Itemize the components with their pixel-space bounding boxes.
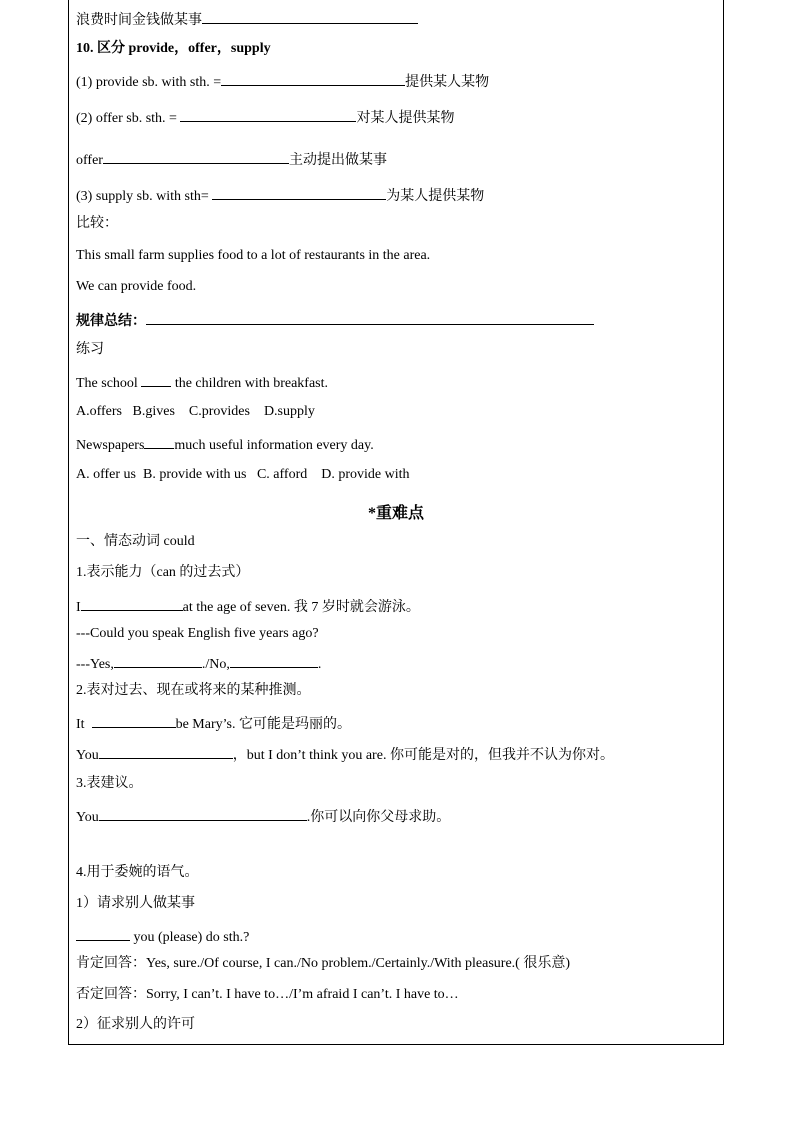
line-compare (76, 215, 118, 233)
text: A. offer us B. provide with us C. afford D. provide with (76, 467, 410, 482)
text: This small farm supplies food to a lot of restaurants in the area. (76, 248, 431, 263)
line-marys-example (76, 713, 351, 734)
text: . (317, 657, 322, 672)
line-swim-example (76, 596, 420, 617)
answer-blank[interactable] (202, 9, 418, 24)
text: It (76, 717, 85, 732)
text: 2）征求别人的许可 (76, 1017, 195, 1032)
text: ---Yes, (76, 657, 114, 672)
text: 提供某人某物 (405, 75, 490, 90)
answer-blank[interactable] (180, 107, 356, 122)
text: A.offers B.gives C.provides D.supply (76, 404, 315, 419)
text: much useful information every day. (174, 438, 374, 453)
line-question-english (76, 625, 319, 643)
line-waste-time (76, 9, 418, 30)
line-suggestion (76, 775, 143, 793)
line-ability (76, 564, 249, 582)
exercise-question-2 (76, 434, 374, 455)
line-positive-answers (76, 955, 570, 973)
text: (1) provide sb. with sth. = (76, 75, 222, 90)
example-sentence-2 (76, 278, 196, 296)
text: 对某人提供某物 (356, 111, 455, 126)
answer-blank[interactable] (230, 653, 318, 668)
line-answer-yes-no (76, 653, 321, 674)
line-polite-tone (76, 864, 199, 882)
answer-blank[interactable] (221, 71, 405, 86)
line-negative-answers (76, 986, 459, 1004)
text: (3) supply sb. with sth= (76, 189, 209, 204)
text: ，but I don’t think you are. 你可能是对的，但我并不认为你对。 (232, 748, 614, 763)
text: at the age of seven. 我 7 岁时就会游泳。 (182, 600, 420, 615)
section-title-key-points: *重难点 (367, 505, 424, 522)
answer-blank[interactable] (99, 744, 233, 759)
line-ask-permission (76, 1016, 195, 1034)
text: 浪费时间金钱做某事 (76, 13, 202, 28)
text: 1.表示能力（can 的过去式） (76, 565, 250, 580)
line-supply (76, 185, 484, 206)
text: Newspapers (76, 438, 145, 453)
line-you-right-example (76, 744, 614, 765)
answer-blank[interactable] (146, 310, 594, 325)
text: 1）请求别人做某事 (76, 896, 195, 911)
answer-blank[interactable] (144, 434, 174, 449)
text: 10. 区分 provide，offer，supply (76, 41, 271, 56)
text: 为某人提供某物 (386, 189, 485, 204)
answer-blank[interactable] (81, 596, 183, 611)
example-sentence-1 (76, 247, 430, 265)
text: ---Could you speak English five years ago? (76, 626, 319, 641)
line-offer (76, 107, 454, 128)
text: the children with breakfast. (174, 376, 328, 391)
line-exercise (76, 341, 104, 359)
text: 3.表建议。 (76, 776, 143, 791)
text: 主动提出做某事 (288, 153, 387, 168)
text: (2) offer sb. sth. = (76, 111, 177, 126)
exercise-options-2 (76, 466, 410, 484)
answer-blank[interactable] (103, 149, 289, 164)
text: be Mary’s. 它可能是玛丽的。 (175, 717, 351, 732)
line-ask-parents-example (76, 806, 450, 827)
text: 4.用于委婉的语气。 (76, 865, 199, 880)
line-request (76, 895, 195, 913)
line-offer-to-do (76, 149, 387, 170)
line-speculation (76, 682, 311, 700)
answer-blank[interactable] (76, 926, 130, 941)
text: 2.表对过去、现在或将来的某种推测。 (76, 683, 311, 698)
answer-blank[interactable] (99, 806, 307, 821)
text: I (76, 600, 81, 615)
text: offer (76, 153, 103, 168)
text: 比较： (76, 216, 118, 231)
text: you (please) do sth.? (130, 930, 250, 945)
text: 规律总结： (76, 314, 146, 329)
text: 否定回答：Sorry, I can’t. I have to…/I’m afraid I can’t. I have to… (76, 987, 459, 1002)
exercise-question-1 (76, 372, 328, 393)
line-rule-summary (76, 310, 594, 331)
text: You (76, 810, 99, 825)
answer-blank[interactable] (141, 372, 171, 387)
line-modal-could (76, 533, 195, 551)
text: You (76, 748, 99, 763)
exercise-options-1 (76, 403, 315, 421)
answer-blank[interactable] (114, 653, 202, 668)
text: 肯定回答：Yes, sure./Of course, I can./No problem./Certainly./With pleasure.( 很乐意) (76, 956, 571, 971)
text: The school (76, 376, 138, 391)
text: We can provide food. (76, 279, 197, 294)
answer-blank[interactable] (92, 713, 176, 728)
text: .你可以向你父母求助。 (306, 810, 451, 825)
text: 一、情态动词 could (76, 534, 195, 549)
text: ./No, (201, 657, 230, 672)
line-provide (76, 71, 489, 92)
line-request-pattern (76, 926, 249, 947)
text: 练习 (76, 342, 104, 357)
section-heading-provide-offer-supply (76, 40, 271, 58)
answer-blank[interactable] (212, 185, 386, 200)
